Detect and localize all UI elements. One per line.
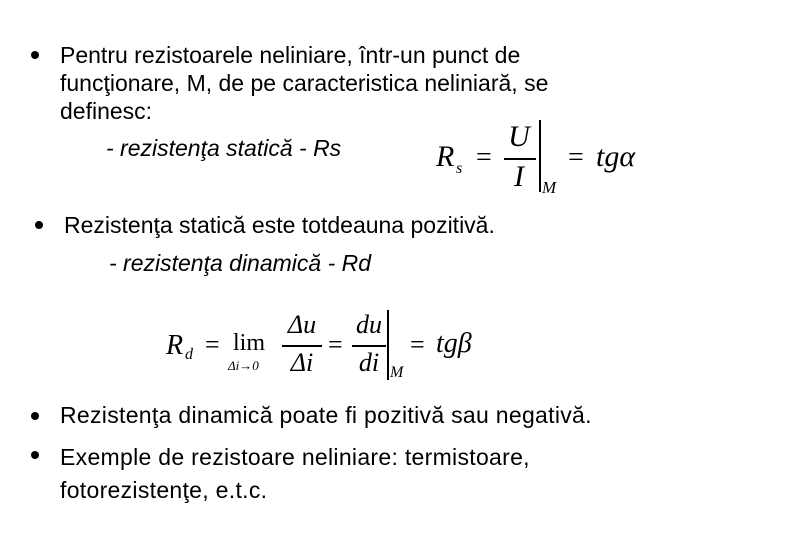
static-resistance-formula xyxy=(436,118,656,202)
evaluation-point: M xyxy=(542,178,557,197)
formula-numerator: Δu xyxy=(287,310,317,339)
formula-symbol: R xyxy=(436,140,455,173)
formula-symbol: R xyxy=(166,330,184,361)
limit-operator: lim xyxy=(233,330,266,356)
fraction-bar xyxy=(352,345,386,347)
static-resistance-label: - rezistenţa statică - Rs xyxy=(106,135,342,161)
formula-equals: = xyxy=(568,142,584,173)
formula-result: tgα xyxy=(596,140,636,173)
paragraph-line: Pentru rezistoarele neliniare, într-un punct de xyxy=(60,42,521,68)
bullet-dot-1 xyxy=(31,51,39,59)
evaluation-bar xyxy=(387,310,389,380)
formula-result: tgβ xyxy=(436,328,472,359)
dynamic-resistance-formula xyxy=(166,308,496,388)
evaluation-bar xyxy=(539,120,541,192)
bullet-dot-2 xyxy=(35,221,43,229)
bullet-dot-4 xyxy=(31,451,39,459)
bullet-dot-3 xyxy=(31,412,39,420)
formula-equals: = xyxy=(410,330,425,359)
formula-denominator: Δi xyxy=(290,348,314,377)
limit-subscript: Δi→0 xyxy=(228,358,259,373)
paragraph-line: funcţionare, M, de pe caracteristica neliniară, se xyxy=(60,70,549,96)
formula-numerator: du xyxy=(356,310,382,339)
paragraph-static-positive: Rezistenţa statică este totdeauna pozitivă. xyxy=(64,212,495,238)
fraction-bar xyxy=(282,345,322,347)
paragraph-definition xyxy=(60,41,548,125)
formula-numerator: U xyxy=(508,120,530,153)
formula-denominator: I xyxy=(514,160,524,193)
formula-subscript: s xyxy=(456,160,463,177)
paragraph-line: definesc: xyxy=(60,98,153,124)
paragraph-dynamic-sign: Rezistenţa dinamică poate fi pozitivă sau negativă. xyxy=(60,402,592,428)
evaluation-point: M xyxy=(390,364,404,381)
paragraph-examples xyxy=(60,441,530,507)
formula-equals: = xyxy=(476,142,492,173)
formula-equals: = xyxy=(205,330,220,359)
dynamic-resistance-label: - rezistenţa dinamică - Rd xyxy=(109,250,372,276)
paragraph-line: fotorezistenţe, e.t.c. xyxy=(60,477,268,503)
formula-denominator: di xyxy=(358,348,380,377)
formula-subscript: d xyxy=(185,346,193,363)
paragraph-line: Exemple de rezistoare neliniare: termistoare, xyxy=(60,444,530,470)
formula-equals: = xyxy=(328,330,343,359)
